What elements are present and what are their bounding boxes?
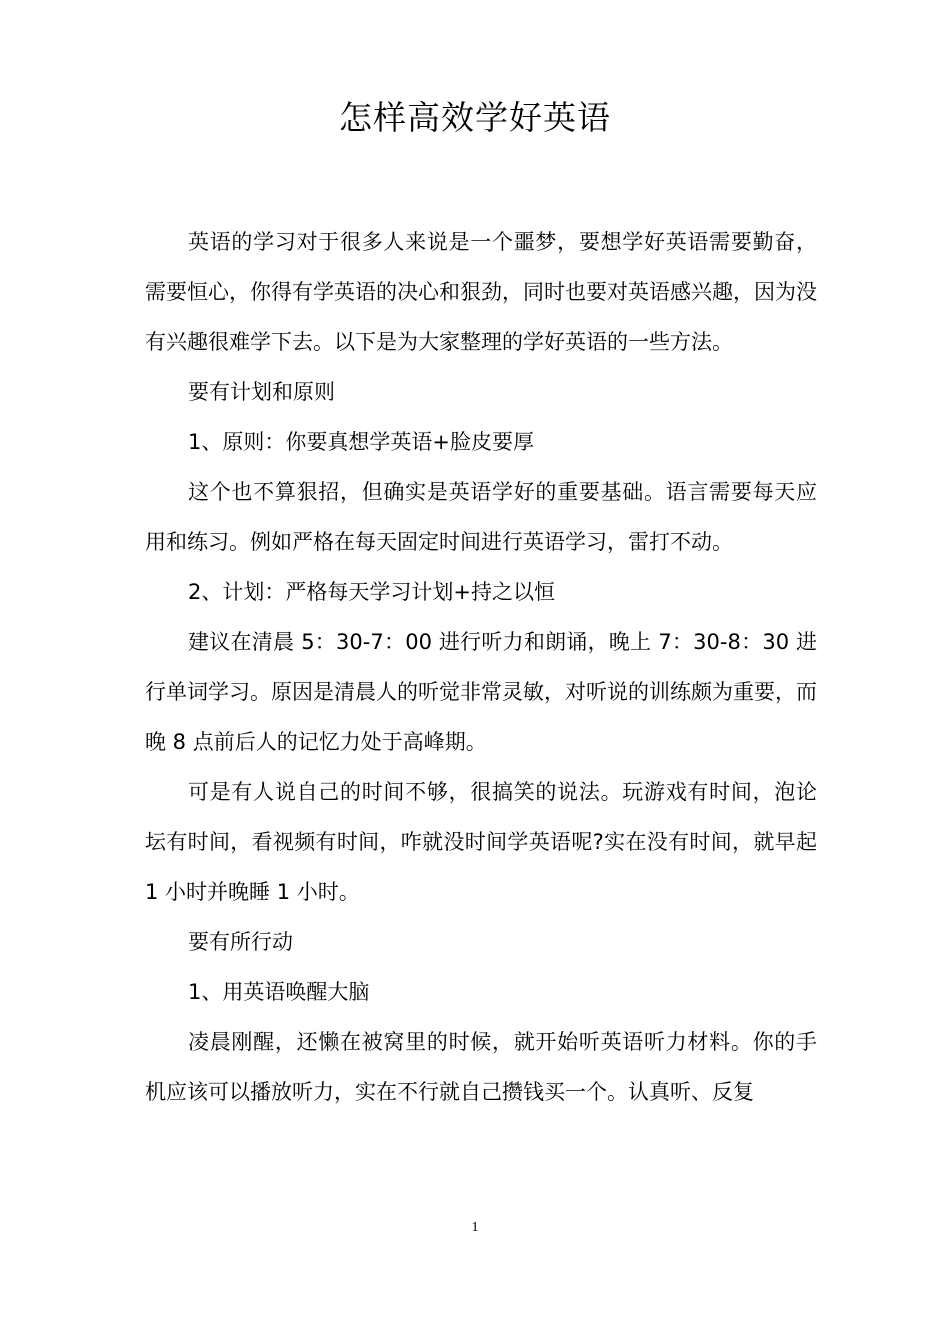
subheading-wake-brain: 1、用英语唤醒大脑 (188, 980, 370, 1004)
schedule-paragraph: 建议在清晨 5：30-7：00 进行听力和朗诵，晚上 7：30-8：30 进行单词学习。原因是清晨人的听觉非常灵敏，对听说的训练颇为重要，而晚 8 点前后人的记忆力处于高峰期。 (145, 630, 817, 754)
intro-paragraph: 英语的学习对于很多人来说是一个噩梦，要想学好英语需要勤奋，需要恒心，你得有学英语的决心和狠劲，同时也要对英语感兴趣，因为没有兴趣很难学下去。以下是为大家整理的学好英语的一些方法。 (145, 230, 817, 354)
document-title: 怎样高效学好英语 (339, 98, 611, 137)
document-body (145, 217, 817, 1117)
subheading-schedule: 2、计划：严格每天学习计划+持之以恒 (188, 580, 555, 604)
section-heading-action: 要有所行动 (188, 930, 293, 954)
wake-brain-paragraph: 凌晨刚醒，还懒在被窝里的时候，就开始听英语听力材料。你的手机应该可以播放听力，实在不行就自己攒钱买一个。认真听、反复 (145, 1030, 817, 1104)
principle-paragraph: 这个也不算狠招，但确实是英语学好的重要基础。语言需要每天应用和练习。例如严格在每天固定时间进行英语学习，雷打不动。 (145, 480, 817, 554)
subheading-principle: 1、原则：你要真想学英语+脸皮要厚 (188, 430, 534, 454)
page-number: 1 (471, 1220, 479, 1235)
time-paragraph: 可是有人说自己的时间不够，很搞笑的说法。玩游戏有时间，泡论坛有时间，看视频有时间，咋就没时间学英语呢?实在没有时间，就早起 1 小时并晚睡 1 小时。 (145, 780, 817, 904)
section-heading-plan: 要有计划和原则 (188, 380, 335, 404)
